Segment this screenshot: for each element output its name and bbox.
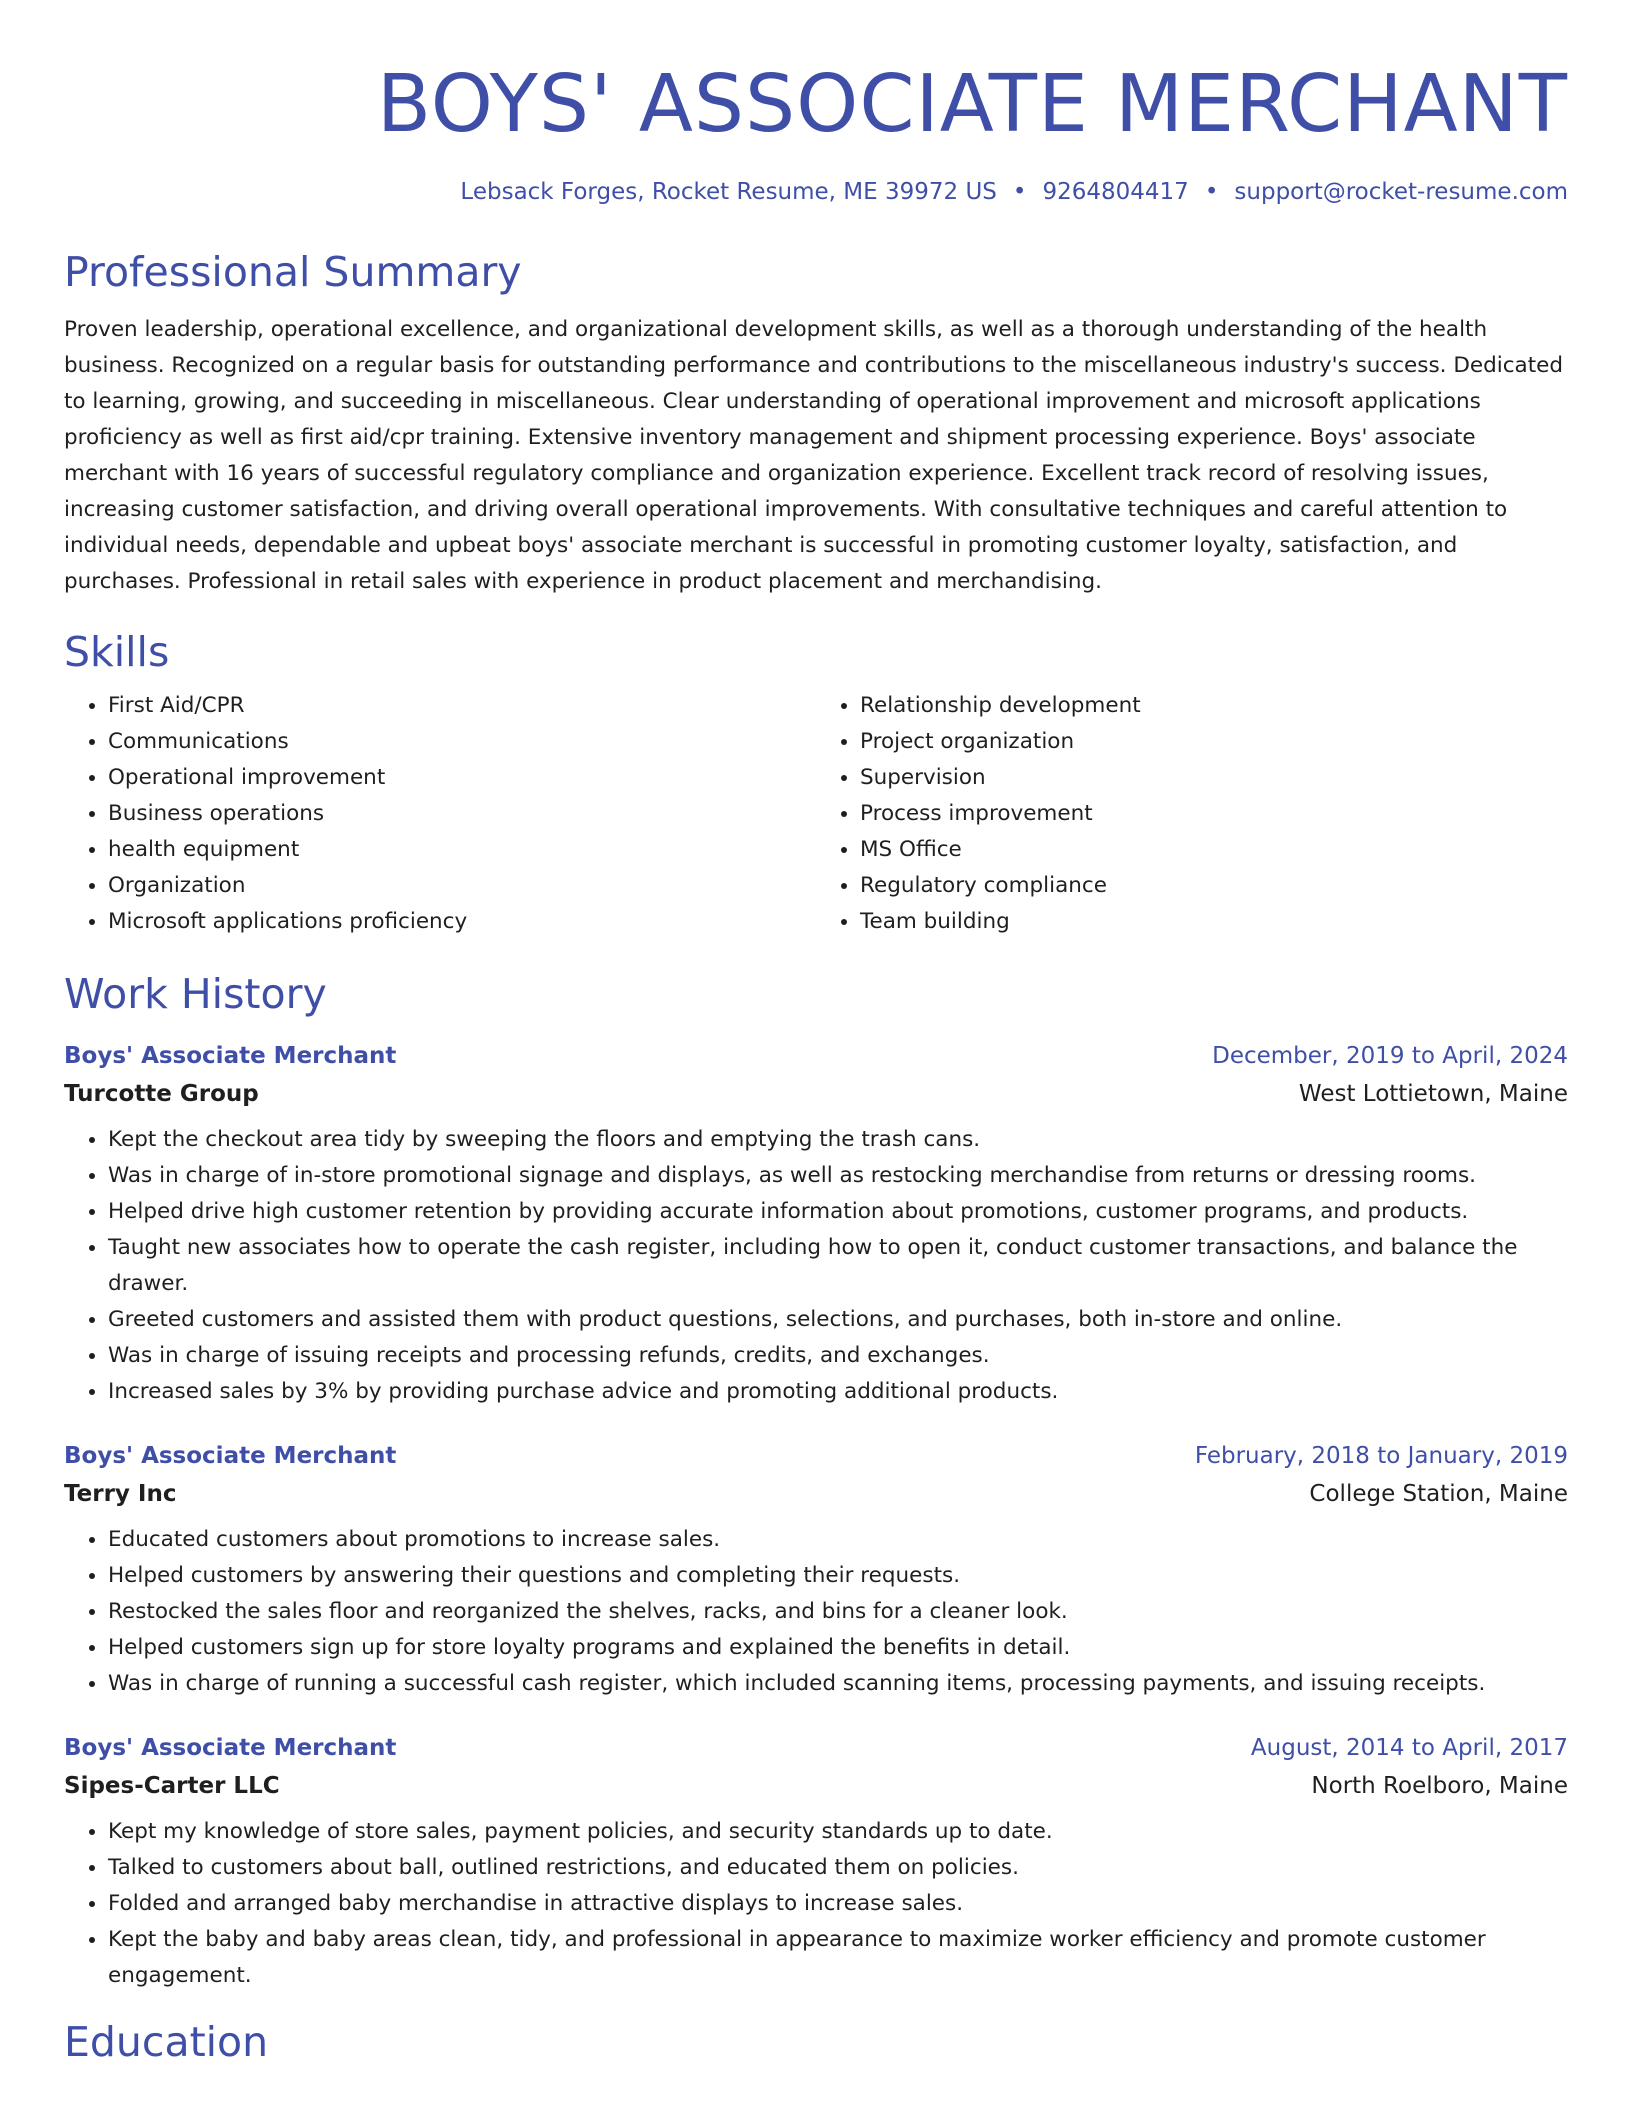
job-company: Terry Inc — [64, 1481, 177, 1507]
job-bullet: • Taught new associates how to operate the cash register, including how to open it, conduct customer transactions, and balance the drawer. — [108, 1230, 1568, 1302]
job-entry — [64, 1038, 1568, 1410]
job-bullet: • Helped customers by answering their questions and completing their requests. — [108, 1558, 1568, 1594]
job-company-row — [64, 1766, 1568, 1806]
candidate-name: BOYS' ASSOCIATE MERCHANT — [376, 58, 1568, 150]
job-company-row — [64, 1474, 1568, 1514]
skill-item: • Business operations — [108, 796, 816, 832]
job-company: Sipes-Carter LLC — [64, 1773, 280, 1799]
job-entry — [64, 1438, 1568, 1702]
job-bullet: • Kept the baby and baby areas clean, tidy, and professional in appearance to maximize worker efficiency and promote customer engagement. — [108, 1922, 1568, 1994]
job-title: Boys' Associate Merchant — [64, 1043, 397, 1069]
skill-item: • Regulatory compliance — [860, 868, 1568, 904]
summary-heading: Professional Summary — [64, 248, 522, 296]
contact-phone[interactable]: 9264804417 — [1042, 179, 1189, 205]
job-location: West Lottietown, Maine — [1298, 1081, 1568, 1107]
job-company-row — [64, 1074, 1568, 1114]
summary-text: Proven leadership, operational excellence, and organizational development skills, as well as a thorough understanding of the health business. Recognized on a regular basis for outstanding performance and contributions to the miscellaneous industry's success. Dedicated to learning, growing, and succeeding in miscellaneous. Clear understanding of operational improvement and microsoft applications proficiency as well as first aid/cpr training. Extensive inventory management and shipment processing experience. Boys' associate merchant with 16 years of successful regulatory compliance and organization experience. Excellent track record of resolving issues, increasing customer satisfaction, and driving overall operational improvements. With consultative techniques and careful attention to individual needs, dependable and upbeat boys' associate merchant is successful in promoting customer loyalty, satisfaction, and purchases. Professional in retail sales with experience in product placement and merchandising. — [64, 317, 1564, 594]
contact-email[interactable]: support@rocket-resume.com — [1234, 179, 1568, 205]
skill-item: • Team building — [860, 904, 1568, 940]
work-history-heading: Work History — [64, 970, 327, 1018]
job-title: Boys' Associate Merchant — [64, 1735, 397, 1761]
job-bullet: • Kept my knowledge of store sales, payment policies, and security standards up to date. — [108, 1814, 1568, 1850]
skill-item: • Operational improvement — [108, 760, 816, 796]
skill-item: • health equipment — [108, 832, 816, 868]
job-bullet: • Was in charge of running a successful cash register, which included scanning items, processing payments, and issuing receipts. — [108, 1666, 1568, 1702]
skills-columns — [64, 688, 1568, 940]
job-bullets — [64, 1814, 1568, 1994]
job-location: College Station, Maine — [1309, 1481, 1568, 1507]
job-dates: February, 2018 to January, 2019 — [1194, 1443, 1568, 1469]
job-bullet: • Greeted customers and assisted them with product questions, selections, and purchases, both in-store and online. — [108, 1302, 1568, 1338]
skill-item: • Process improvement — [860, 796, 1568, 832]
job-title: Boys' Associate Merchant — [64, 1443, 397, 1469]
summary-section — [64, 246, 1568, 600]
job-bullet: • Educated customers about promotions to increase sales. — [108, 1522, 1568, 1558]
education-section — [64, 2016, 1568, 2068]
skill-item: • Relationship development — [860, 688, 1568, 724]
skills-heading: Skills — [64, 628, 170, 676]
job-bullet: • Was in charge of issuing receipts and processing refunds, credits, and exchanges. — [108, 1338, 1568, 1374]
education-heading: Education — [64, 2018, 269, 2066]
job-bullet: • Was in charge of in-store promotional signage and displays, as well as restocking merchandise from returns or dressing rooms. — [108, 1158, 1568, 1194]
skills-section — [64, 626, 1568, 940]
job-bullet: • Restocked the sales floor and reorganized the shelves, racks, and bins for a cleaner look. — [108, 1594, 1568, 1630]
work-history-section — [64, 968, 1568, 1994]
job-dates: August, 2014 to April, 2017 — [1250, 1735, 1568, 1761]
skill-item: • MS Office — [860, 832, 1568, 868]
job-bullet: • Talked to customers about ball, outlined restrictions, and educated them on policies. — [108, 1850, 1568, 1886]
contact-separator: • — [1012, 179, 1027, 205]
skill-item: • Project organization — [860, 724, 1568, 760]
skill-item: • Organization — [108, 868, 816, 904]
job-bullet: • Helped drive high customer retention by providing accurate information about promotions, customer programs, and products. — [108, 1194, 1568, 1230]
resume-header — [64, 56, 1568, 208]
job-header-row — [64, 1038, 1568, 1074]
skill-item: • Microsoft applications proficiency — [108, 904, 816, 940]
job-header-row — [64, 1438, 1568, 1474]
job-dates: December, 2019 to April, 2024 — [1212, 1043, 1568, 1069]
job-bullet: • Increased sales by 3% by providing purchase advice and promoting additional products. — [108, 1374, 1568, 1410]
skills-left-list — [64, 688, 816, 940]
contact-line — [64, 176, 1568, 208]
job-header-row — [64, 1730, 1568, 1766]
skill-item: • First Aid/CPR — [108, 688, 816, 724]
skill-item: • Communications — [108, 724, 816, 760]
job-bullets — [64, 1522, 1568, 1702]
job-location: North Roelboro, Maine — [1311, 1773, 1568, 1799]
job-bullet: • Kept the checkout area tidy by sweeping the floors and emptying the trash cans. — [108, 1122, 1568, 1158]
job-bullets — [64, 1122, 1568, 1410]
job-company: Turcotte Group — [64, 1081, 259, 1107]
contact-address: Lebsack Forges, Rocket Resume, ME 39972 US — [460, 179, 997, 205]
skill-item: • Supervision — [860, 760, 1568, 796]
contact-separator: • — [1204, 179, 1219, 205]
skills-right-list — [816, 688, 1568, 940]
job-bullet: • Helped customers sign up for store loyalty programs and explained the benefits in detail. — [108, 1630, 1568, 1666]
job-entry — [64, 1730, 1568, 1994]
job-bullet: • Folded and arranged baby merchandise in attractive displays to increase sales. — [108, 1886, 1568, 1922]
